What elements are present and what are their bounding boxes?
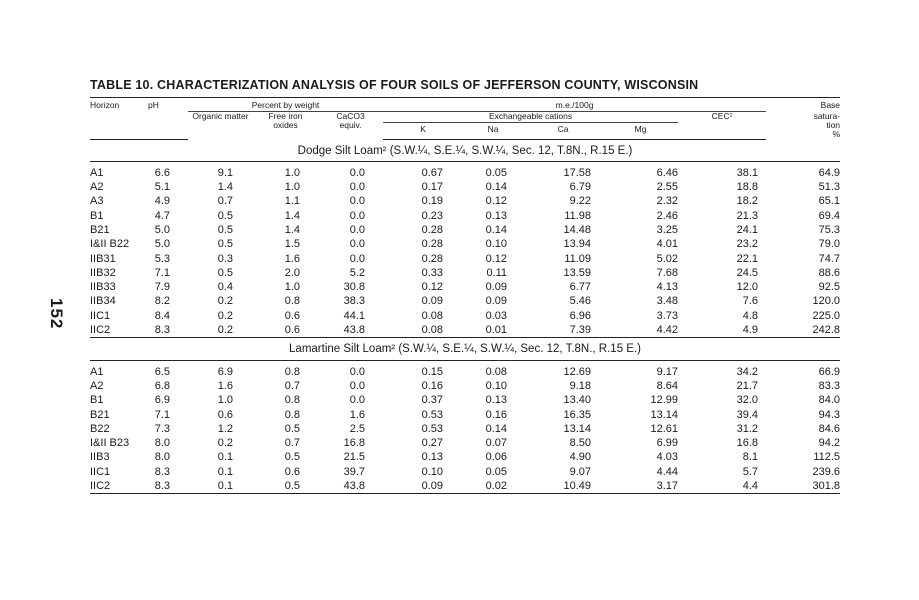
- cec-cell: 4.4: [678, 479, 766, 494]
- table-row: [90, 450, 840, 464]
- mg-cell: 3.17: [603, 479, 678, 494]
- na-cell: 0.09: [485, 295, 508, 308]
- horizon-cell: A2: [90, 181, 104, 194]
- ph-cell: 5.0: [154, 223, 170, 236]
- organic-matter-cell: 0.2: [217, 295, 233, 308]
- mg-cell: 2.55: [656, 181, 679, 194]
- free-iron-oxides-cell: 0.6: [284, 309, 300, 322]
- horizon-cell: IIC1: [90, 309, 111, 322]
- k-cell: 0.16: [421, 379, 444, 392]
- organic-matter-cell: 1.2: [217, 422, 233, 435]
- base-saturation-cell: 88.6: [818, 266, 841, 279]
- ph-cell: 8.4: [154, 309, 170, 322]
- cec-cell: 12.0: [736, 281, 759, 294]
- percent-by-weight-header: Percent by weight: [188, 98, 383, 113]
- base-saturation-cell: 92.5: [818, 281, 841, 294]
- horizon-cell: A2: [90, 379, 104, 392]
- free-iron-oxides-cell: 0.5: [284, 422, 300, 435]
- cec-cell: 4.8: [742, 309, 759, 322]
- mg-cell: 4.13: [656, 281, 679, 294]
- base-saturation-cell: 79.0: [818, 238, 841, 251]
- table-row: [90, 393, 840, 407]
- ph-cell: 4.9: [154, 195, 170, 208]
- table-row: [90, 294, 840, 308]
- table-row: [90, 422, 840, 436]
- base-saturation-cell: 120.0: [812, 295, 841, 308]
- na-cell: 0.13: [485, 209, 508, 222]
- table-row: [90, 209, 840, 223]
- ph-cell: 7.1: [154, 266, 170, 279]
- organic-matter-cell: 6.9: [217, 365, 233, 378]
- na-cell: 0.06: [485, 451, 508, 464]
- ph-cell: 6.5: [154, 365, 170, 378]
- caco3-cell: 0.0: [349, 379, 366, 392]
- table-row: [90, 252, 840, 266]
- cec-cell: 23.2: [736, 238, 759, 251]
- page-number: 152: [47, 298, 66, 330]
- free-iron-oxides-cell: 1.6: [284, 252, 300, 265]
- soil-characterization-table: [90, 97, 840, 494]
- k-cell: 0.08: [421, 309, 444, 322]
- cec-cell: 18.8: [736, 181, 759, 194]
- free-iron-oxides-cell: 1.1: [284, 195, 300, 208]
- ca-cell: 11.09: [564, 252, 592, 265]
- table-container: [90, 78, 840, 494]
- ca-cell: 13.94: [563, 238, 592, 251]
- ca-cell: 10.49: [523, 479, 603, 494]
- k-cell: 0.53: [421, 408, 444, 421]
- ca-cell: 13.40: [563, 394, 592, 407]
- caco3-cell: 0.0: [349, 394, 366, 407]
- organic-matter-cell: 0.2: [217, 309, 233, 322]
- ca-cell: 7.39: [569, 324, 592, 337]
- base-header-line1: Base: [766, 98, 840, 113]
- section-header-row: [90, 338, 840, 360]
- free-iron-oxides-cell: 0.7: [284, 437, 300, 450]
- header-row-2: [90, 112, 840, 125]
- ph-cell: 8.3: [148, 479, 188, 494]
- ca-cell: 17.58: [563, 166, 592, 179]
- organic-matter-cell: 0.2: [217, 437, 233, 450]
- caco3-cell: 43.8: [343, 324, 366, 337]
- base-saturation-cell: 239.6: [812, 465, 841, 478]
- na-cell: 0.14: [485, 422, 508, 435]
- horizon-cell: I&II B22: [90, 238, 130, 251]
- base-saturation-cell: 242.8: [812, 324, 841, 337]
- free-iron-oxides-cell: 2.0: [284, 266, 300, 279]
- horizon-cell: B1: [90, 394, 104, 407]
- ph-cell: 4.7: [154, 209, 170, 222]
- base-saturation-cell: 225.0: [812, 309, 841, 322]
- k-cell: 0.27: [421, 437, 444, 450]
- organic-matter-cell: 0.1: [188, 479, 253, 494]
- cec-cell: 38.1: [736, 166, 759, 179]
- caco3-cell: 5.2: [349, 266, 366, 279]
- mg-cell: 4.42: [656, 324, 679, 337]
- base-saturation-cell: 66.9: [818, 365, 841, 378]
- organic-matter-cell: 0.6: [217, 408, 233, 421]
- na-header: Na: [463, 125, 523, 139]
- ph-cell: 8.3: [154, 324, 170, 337]
- k-cell: 0.23: [421, 209, 444, 222]
- header-row-1: [90, 98, 840, 113]
- free-iron-oxides-cell: 0.5: [253, 479, 318, 494]
- organic-matter-cell: 1.6: [217, 379, 233, 392]
- base-saturation-cell: 112.5: [813, 451, 841, 464]
- table-row: [90, 223, 840, 237]
- ca-cell: 5.46: [569, 295, 592, 308]
- table-title: TABLE 10. CHARACTERIZATION ANALYSIS OF FOUR SOILS OF JEFFERSON COUNTY, WISCONSIN: [90, 78, 699, 92]
- table-row: [90, 161, 840, 180]
- organic-matter-cell: 0.5: [217, 266, 233, 279]
- k-cell: 0.28: [421, 223, 444, 236]
- free-iron-oxides-cell: 0.8: [284, 365, 300, 378]
- soil-series-label: Dodge Silt Loam² (S.W.¼, S.E.¼, S.W.¼, Sec. 12, T.8N., R.15 E.): [90, 139, 840, 161]
- caco3-header: CaCO3 equiv.: [336, 111, 365, 130]
- exchangeable-cations-header: Exchangeable cations: [383, 112, 678, 125]
- caco3-cell: 16.8: [343, 437, 366, 450]
- k-cell: 0.67: [421, 166, 444, 179]
- ca-cell: 6.96: [569, 309, 592, 322]
- horizon-cell: IIB33: [90, 281, 116, 294]
- cec-cell: 21.7: [736, 379, 759, 392]
- organic-matter-cell: 1.0: [217, 394, 233, 407]
- organic-matter-cell: 0.2: [217, 324, 233, 337]
- base-saturation-cell: 94.3: [818, 408, 841, 421]
- free-iron-oxides-cell: 0.8: [284, 295, 300, 308]
- table-row: [90, 280, 840, 294]
- caco3-cell: 0.0: [349, 195, 366, 208]
- mg-cell: 12.61: [650, 422, 679, 435]
- mg-cell: 2.46: [656, 209, 679, 222]
- base-saturation-cell: 84.0: [818, 394, 841, 407]
- mg-cell: 13.14: [650, 408, 679, 421]
- mg-cell: 4.03: [656, 451, 679, 464]
- ph-cell: 5.1: [154, 181, 170, 194]
- ph-cell: 6.9: [154, 394, 170, 407]
- organic-matter-cell: 0.7: [217, 195, 233, 208]
- ph-header: pH: [148, 98, 188, 113]
- ph-cell: 7.3: [154, 422, 170, 435]
- horizon-cell: IIB32: [90, 266, 116, 279]
- free-iron-oxides-cell: 0.7: [284, 379, 300, 392]
- base-saturation-cell: 301.8: [766, 479, 840, 494]
- cec-cell: 34.2: [736, 365, 759, 378]
- free-iron-oxides-cell: 1.0: [284, 281, 300, 294]
- ca-cell: 14.48: [563, 223, 592, 236]
- cec-cell: 16.8: [736, 437, 759, 450]
- cec-cell: 32.0: [736, 394, 759, 407]
- base-saturation-cell: 83.3: [818, 379, 841, 392]
- caco3-cell: 21.5: [343, 451, 366, 464]
- ph-cell: 8.0: [154, 437, 170, 450]
- k-cell: 0.10: [421, 465, 444, 478]
- base-saturation-cell: 94.2: [818, 437, 841, 450]
- k-cell: 0.09: [383, 479, 463, 494]
- horizon-cell: A1: [90, 166, 104, 179]
- free-iron-oxides-cell: 0.8: [284, 394, 300, 407]
- na-cell: 0.03: [485, 309, 508, 322]
- cec-cell: 31.2: [736, 422, 759, 435]
- table-row: [90, 379, 840, 393]
- na-cell: 0.16: [485, 408, 508, 421]
- horizon-cell: B22: [90, 422, 110, 435]
- table-row: [90, 360, 840, 379]
- na-cell: 0.01: [485, 324, 508, 337]
- table-row: [90, 408, 840, 422]
- mg-cell: 4.01: [656, 238, 679, 251]
- mg-header: Mg: [603, 125, 678, 139]
- base-saturation-cell: 84.6: [818, 422, 841, 435]
- mg-cell: 2.32: [656, 195, 679, 208]
- ca-cell: 9.18: [569, 379, 592, 392]
- cec-cell: 24.1: [736, 223, 759, 236]
- k-cell: 0.15: [421, 365, 444, 378]
- caco3-cell: 0.0: [349, 209, 366, 222]
- caco3-cell: 2.5: [349, 422, 366, 435]
- ph-cell: 8.3: [154, 465, 170, 478]
- ph-cell: 6.8: [154, 379, 170, 392]
- table-row: [90, 465, 840, 479]
- ca-cell: 12.69: [563, 365, 592, 378]
- table-row: [90, 309, 840, 323]
- ph-cell: 7.1: [154, 408, 170, 421]
- horizon-cell: IIB3: [90, 451, 110, 464]
- free-iron-oxides-cell: 1.0: [284, 166, 300, 179]
- table-row: [90, 237, 840, 251]
- table-row: [90, 479, 840, 494]
- horizon-cell: I&II B23: [90, 437, 130, 450]
- table-row: [90, 266, 840, 280]
- ca-cell: 11.98: [564, 209, 592, 222]
- horizon-cell: IIC2: [90, 479, 148, 494]
- base-saturation-cell: 69.4: [818, 209, 841, 222]
- cec-cell: 24.5: [736, 266, 759, 279]
- horizon-cell: IIB31: [90, 252, 116, 265]
- free-iron-oxides-cell: 1.4: [284, 223, 300, 236]
- cec-cell: 22.1: [736, 252, 759, 265]
- soil-series-label: Lamartine Silt Loam² (S.W.¼, S.E.¼, S.W.¼, Sec. 12, T.8N., R.15 E.): [90, 338, 840, 360]
- table-row: [90, 180, 840, 194]
- caco3-cell: 43.8: [318, 479, 383, 494]
- k-cell: 0.08: [421, 324, 444, 337]
- base-saturation-cell: 51.3: [818, 181, 841, 194]
- k-cell: 0.37: [421, 394, 444, 407]
- section-header-row: [90, 139, 840, 161]
- horizon-cell: IIC2: [90, 324, 111, 337]
- organic-matter-cell: 1.4: [217, 181, 233, 194]
- k-cell: 0.13: [421, 451, 444, 464]
- caco3-cell: 0.0: [349, 365, 366, 378]
- caco3-cell: 0.0: [349, 181, 366, 194]
- free-iron-oxides-cell: 0.8: [284, 408, 300, 421]
- organic-matter-cell: 0.4: [217, 281, 233, 294]
- k-cell: 0.09: [421, 295, 444, 308]
- ca-header: Ca: [523, 125, 603, 139]
- mg-cell: 5.02: [656, 252, 679, 265]
- na-cell: 0.08: [485, 365, 508, 378]
- horizon-cell: B21: [90, 408, 110, 421]
- ca-cell: 8.50: [569, 437, 592, 450]
- k-cell: 0.28: [421, 238, 444, 251]
- caco3-cell: 0.0: [349, 166, 366, 179]
- na-cell: 0.14: [485, 223, 508, 236]
- caco3-cell: 0.0: [349, 223, 366, 236]
- k-cell: 0.12: [421, 281, 444, 294]
- cec-cell: 18.2: [736, 195, 759, 208]
- cec-cell: 4.9: [742, 324, 759, 337]
- ph-cell: 6.6: [154, 166, 170, 179]
- ph-cell: 8.0: [154, 451, 170, 464]
- ca-cell: 16.35: [563, 408, 592, 421]
- k-cell: 0.19: [421, 195, 444, 208]
- cec-cell: 7.6: [742, 295, 759, 308]
- horizon-cell: A3: [90, 195, 104, 208]
- caco3-cell: 39.7: [343, 465, 366, 478]
- cec-cell: 39.4: [736, 408, 759, 421]
- k-cell: 0.53: [421, 422, 444, 435]
- mg-cell: 4.44: [656, 465, 679, 478]
- table-row: [90, 194, 840, 208]
- organic-matter-cell: 0.3: [217, 252, 233, 265]
- base-saturation-cell: 75.3: [818, 223, 841, 236]
- organic-matter-cell: 9.1: [217, 166, 233, 179]
- base-saturation-cell: 74.7: [818, 252, 841, 265]
- na-cell: 0.12: [485, 195, 508, 208]
- mg-cell: 7.68: [656, 266, 679, 279]
- ca-cell: 9.22: [569, 195, 592, 208]
- horizon-header: Horizon: [90, 98, 148, 113]
- caco3-cell: 0.0: [349, 238, 366, 251]
- ca-cell: 13.14: [563, 422, 592, 435]
- caco3-cell: 1.6: [349, 408, 366, 421]
- na-cell: 0.02: [463, 479, 523, 494]
- na-cell: 0.05: [485, 465, 508, 478]
- k-cell: 0.17: [421, 181, 444, 194]
- ph-cell: 5.0: [154, 238, 170, 251]
- na-cell: 0.12: [485, 252, 508, 265]
- na-cell: 0.14: [485, 181, 508, 194]
- ph-cell: 8.2: [154, 295, 170, 308]
- cec-cell: 5.7: [742, 465, 759, 478]
- mg-cell: 3.73: [656, 309, 679, 322]
- base-saturation-cell: 64.9: [818, 166, 841, 179]
- cec-cell: 8.1: [742, 451, 759, 464]
- free-iron-oxides-cell: 1.0: [284, 181, 300, 194]
- cec-cell: 21.3: [736, 209, 759, 222]
- ca-cell: 6.79: [569, 181, 592, 194]
- organic-matter-header: Organic matter: [192, 111, 249, 121]
- cec-header: CEC¹: [711, 111, 733, 121]
- horizon-cell: IIC1: [90, 465, 111, 478]
- mg-cell: 12.99: [650, 394, 679, 407]
- horizon-cell: A1: [90, 365, 104, 378]
- base-saturation-cell: 65.1: [818, 195, 841, 208]
- free-iron-oxides-cell: 0.6: [284, 465, 300, 478]
- free-iron-oxides-cell: 1.5: [284, 238, 300, 251]
- horizon-cell: IIB34: [90, 295, 116, 308]
- ca-cell: 6.77: [569, 281, 592, 294]
- mg-cell: 9.17: [656, 365, 679, 378]
- mg-cell: 3.25: [656, 223, 679, 236]
- horizon-cell: B1: [90, 209, 104, 222]
- ph-cell: 5.3: [154, 252, 170, 265]
- base-saturation-header-rest: satura- tion %: [813, 111, 841, 139]
- caco3-cell: 38.3: [343, 295, 366, 308]
- na-cell: 0.11: [486, 266, 508, 279]
- caco3-cell: 0.0: [349, 252, 366, 265]
- k-header: K: [383, 125, 463, 139]
- na-cell: 0.07: [485, 437, 508, 450]
- free-iron-oxides-cell: 0.6: [284, 324, 300, 337]
- organic-matter-cell: 0.1: [217, 451, 233, 464]
- free-iron-oxides-cell: 1.4: [284, 209, 300, 222]
- ca-cell: 4.90: [569, 451, 592, 464]
- mg-cell: 3.48: [656, 295, 679, 308]
- table-row: [90, 436, 840, 450]
- ph-cell: 7.9: [154, 281, 170, 294]
- caco3-cell: 44.1: [343, 309, 366, 322]
- organic-matter-cell: 0.5: [217, 209, 233, 222]
- na-cell: 0.09: [485, 281, 508, 294]
- k-cell: 0.33: [421, 266, 444, 279]
- organic-matter-cell: 0.1: [217, 465, 233, 478]
- na-cell: 0.05: [485, 166, 508, 179]
- ca-cell: 13.59: [563, 266, 592, 279]
- organic-matter-cell: 0.5: [217, 223, 233, 236]
- mg-cell: 8.64: [656, 379, 679, 392]
- na-cell: 0.13: [485, 394, 508, 407]
- na-cell: 0.10: [485, 379, 508, 392]
- meq-header: m.e./100g: [383, 98, 766, 113]
- free-iron-oxides-cell: 0.5: [284, 451, 300, 464]
- k-cell: 0.28: [421, 252, 444, 265]
- mg-cell: 6.46: [656, 166, 679, 179]
- organic-matter-cell: 0.5: [217, 238, 233, 251]
- free-iron-oxides-header: Free iron oxides: [268, 111, 303, 130]
- table-row: [90, 323, 840, 338]
- caco3-cell: 30.8: [343, 281, 366, 294]
- table-body: [90, 139, 840, 494]
- ca-cell: 9.07: [569, 465, 592, 478]
- mg-cell: 6.99: [656, 437, 679, 450]
- horizon-cell: B21: [90, 223, 110, 236]
- na-cell: 0.10: [485, 238, 508, 251]
